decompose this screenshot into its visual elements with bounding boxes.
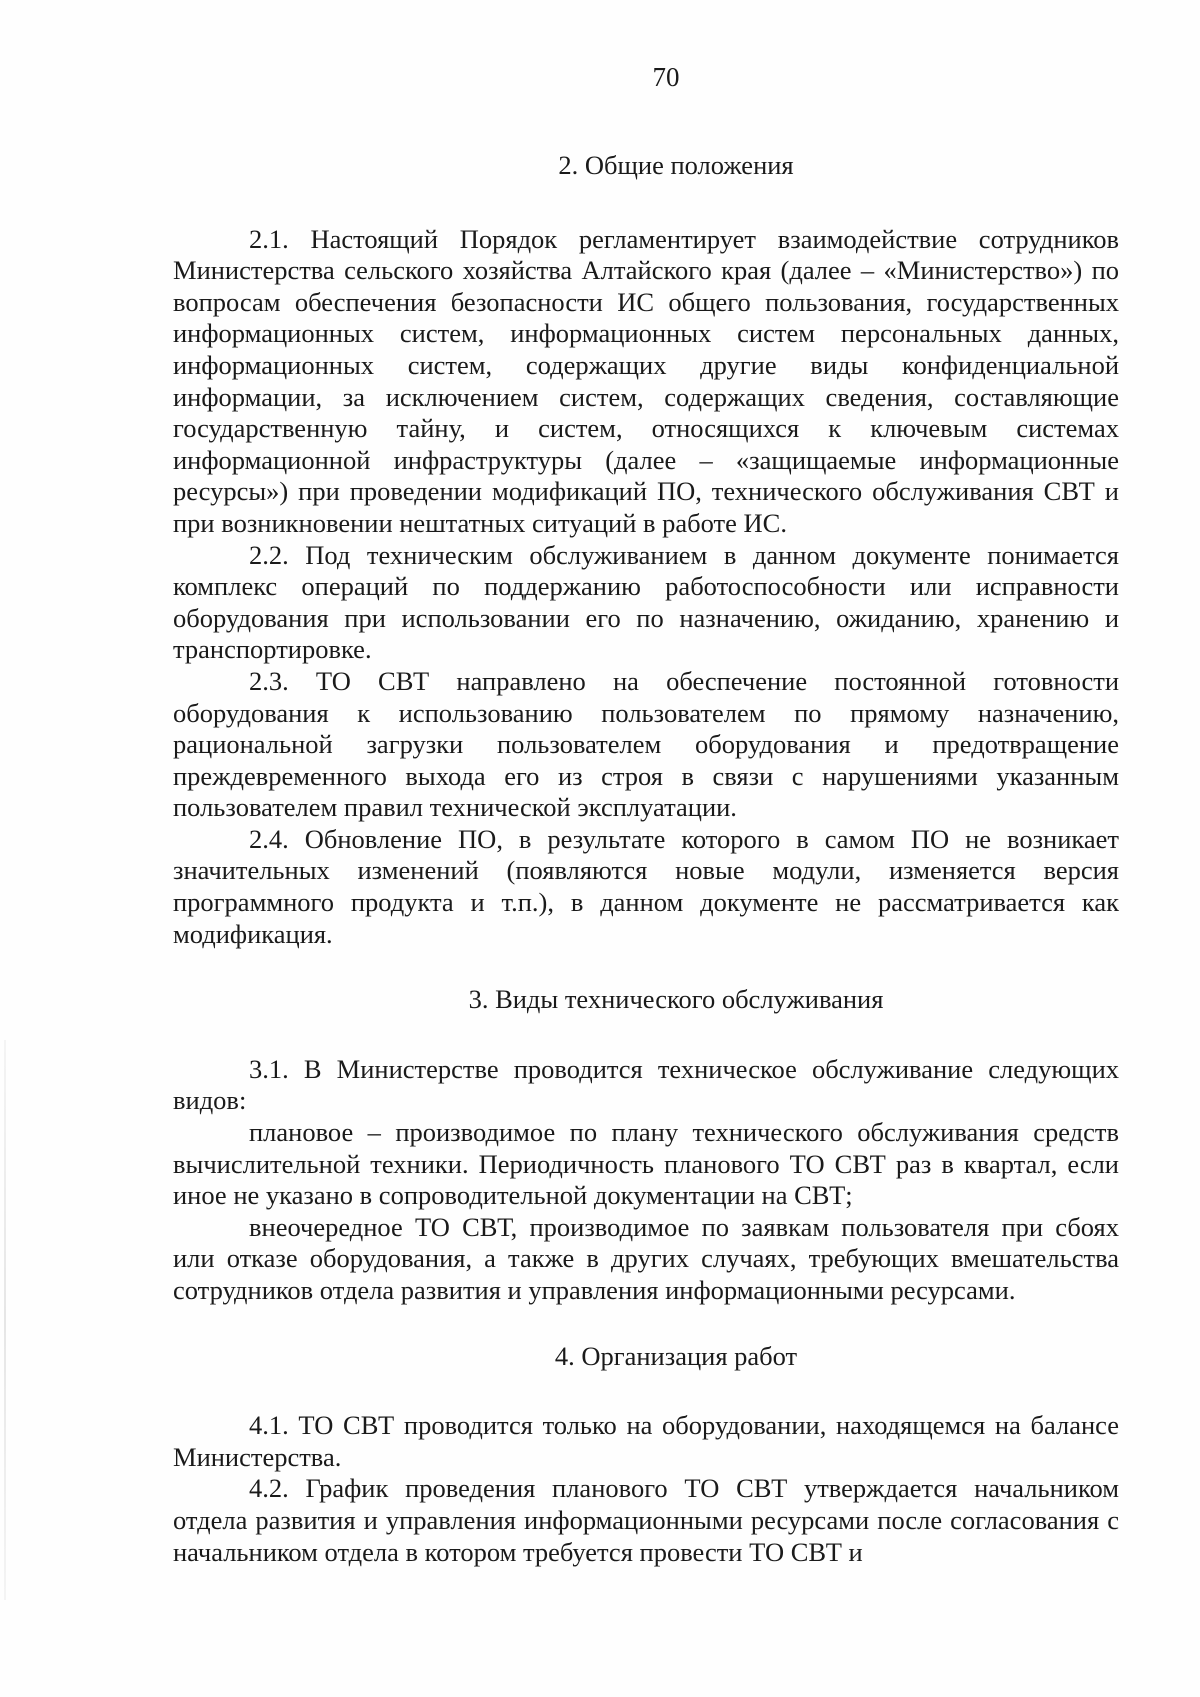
document-body <box>173 150 1119 1568</box>
paragraph-3-unscheduled: внеочередное ТО СВТ, производимое по заявкам пользователя при сбоях или отказе оборудования, а также в других случаях, требующих вмешательства сотрудников отдела развития и управления информационными ресурсами. <box>173 1211 1119 1305</box>
paragraph-2-4: 2.4. Обновление ПО, в результате которого в самом ПО не возникает значительных изменений (появляются новые модули, изменяется версия программного продукта и т.п.), в данном документе не рассматривается как модификация. <box>173 823 1119 949</box>
paragraph-2-2: 2.2. Под техническим обслуживанием в данном документе понимается комплекс операций по поддержанию работоспособности или исправности оборудования при использовании его по назначению, ожиданию, хранению и транспортировке. <box>173 539 1119 665</box>
scan-edge-artifact <box>4 1040 6 1600</box>
paragraph-4-1: 4.1. ТО СВТ проводится только на оборудовании, находящемся на балансе Министерства. <box>173 1410 1119 1472</box>
paragraph-2-1: 2.1. Настоящий Порядок регламентирует взаимодействие сотрудников Министерства сельского хозяйства Алтайского края (далее – «Министерство») по вопросам обеспечения безопасности ИС общего пользования, государственных информационных систем, информационных систем персональных данных, информационных систем, содержащих другие виды конфиденциальной информации, за исключением систем, содержащих сведения, составляющие государственную тайну, и систем, относящихся к ключевым системах информационной инфраструктуры (далее – «защищаемые информационные ресурсы») при проведении модификаций ПО, технического обслуживания СВТ и при возникновении нештатных ситуаций в работе ИС. <box>173 223 1119 538</box>
page-number: 70 <box>652 62 680 92</box>
section-3-title: 3. Виды технического обслуживания <box>468 984 884 1015</box>
paragraph-2-3: 2.3. ТО СВТ направлено на обеспечение постоянной готовности оборудования к использованию пользователем по прямому назначению, рациональной загрузки пользователем оборудования и предотвращение преждевременного выхода его из строя в связи с нарушениями указанным пользователем правил технической эксплуатации. <box>173 665 1119 823</box>
section-4-title: 4. Организация работ <box>554 1340 798 1371</box>
section-2-title: 2. Общие положения <box>558 150 794 180</box>
paragraph-4-2: 4.2. График проведения планового ТО СВТ утверждается начальником отдела развития и управления информационными ресурсами после согласования с начальником отдела в котором требуется провести ТО СВТ и <box>173 1473 1119 1567</box>
paragraph-3-1: 3.1. В Министерстве проводится техническое обслуживание следующих видов: <box>173 1053 1119 1116</box>
paragraph-3-planned: плановое – производимое по плану технического обслуживания средств вычислительной техники. Периодичность планового ТО СВТ раз в квартал, если иное не указано в сопроводительной документации на СВТ; <box>173 1117 1119 1211</box>
